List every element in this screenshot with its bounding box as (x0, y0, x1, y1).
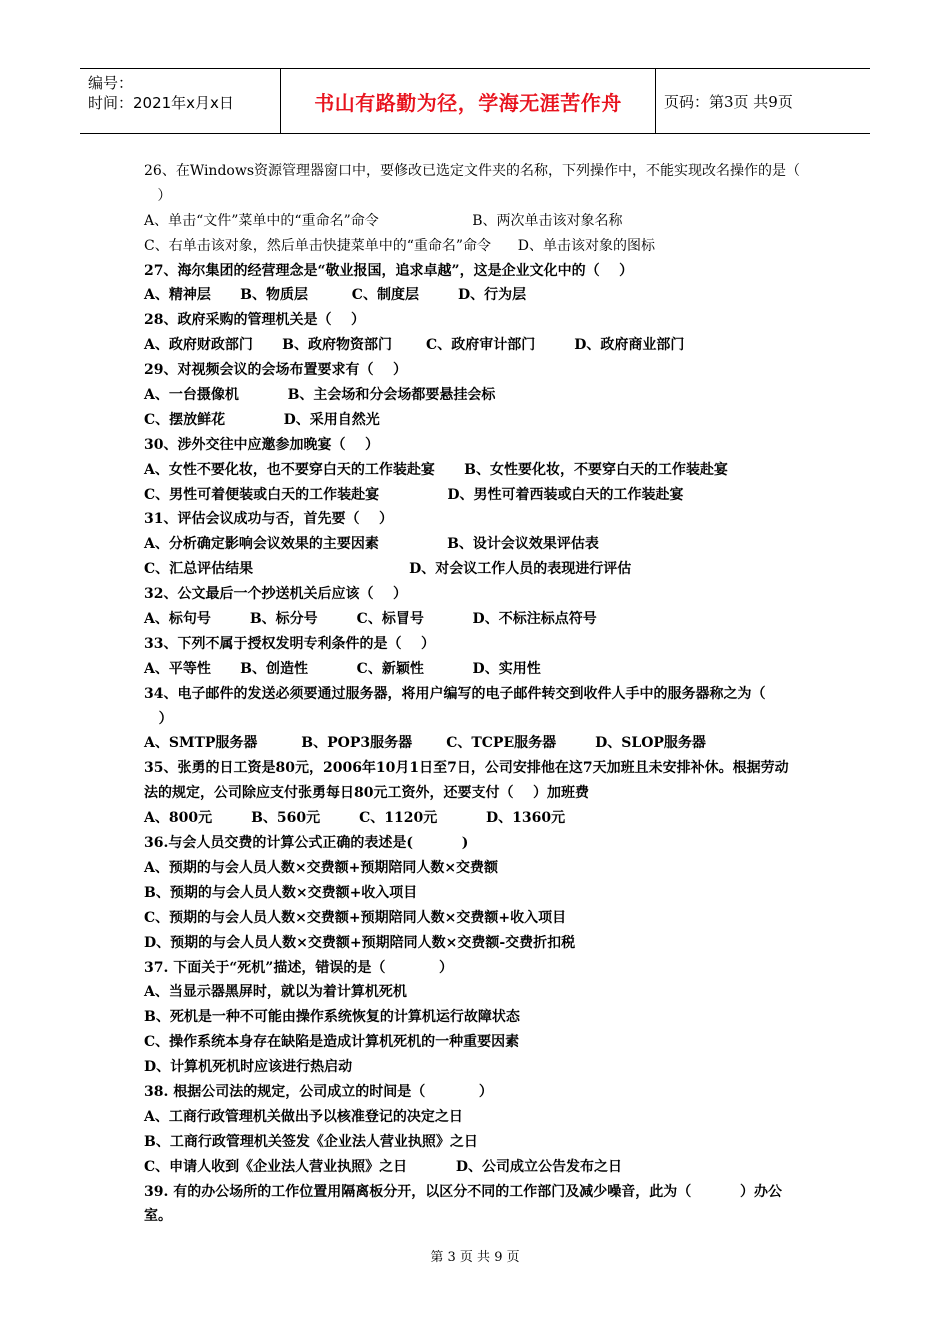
text-line: C、摆放鲜花 D、采用自然光 (144, 411, 380, 428)
text-line: A、分析确定影响会议效果的主要因素 B、设计会议效果评估表 (144, 536, 599, 553)
text-line: B、死机是一种不可能由操作系统恢复的计算机运行故障状态 (144, 1009, 520, 1026)
text-line: 29、对视频会议的会场布置要求有（ ） (144, 362, 407, 379)
text-line: C、汇总评估结果 D、对会议工作人员的表现进行评估 (144, 561, 632, 578)
text-line: 31、评估会议成功与否，首先要（ ） (144, 511, 393, 528)
text-line: A、政府财政部门 B、政府物资部门 C、政府审计部门 D、政府商业部门 (144, 337, 685, 354)
text-line: A、当显示器黑屏时，就以为着计算机死机 (144, 984, 407, 1001)
text-line: 34、电子邮件的发送必须要通过服务器，将用户编写的电子邮件转交到收件人手中的服务器称之为（ (144, 685, 766, 702)
text-line: 30、涉外交往中应邀参加晚宴（ ） (144, 436, 379, 453)
text-line: A、SMTP服务器 B、POP3服务器 C、TCPE服务器 D、SLOP服务器 (144, 735, 706, 752)
text-line: D、预期的与会人员人数×交费额+预期陪同人数×交费额-交费折扣税 (144, 934, 576, 951)
text-line: D、计算机死机时应该进行热启动 (144, 1059, 353, 1076)
header-meta (88, 73, 234, 113)
text-line: 32、公文最后一个抄送机关后应该（ ） (144, 586, 407, 603)
text-line: ） (144, 710, 173, 727)
text-line: A、800元 B、560元 C、1120元 D、1360元 (144, 810, 566, 827)
text-line: B、预期的与会人员人数×交费额+收入项目 (144, 884, 418, 901)
date-line: 时间：2021年x月x日 (88, 94, 234, 112)
text-line: 37. 下面关于“死机”描述，错误的是（ ） (144, 959, 453, 976)
text-line: C、男性可着便装或白天的工作装赴宴 D、男性可着西装或白天的工作装赴宴 (144, 486, 684, 503)
text-line: A、平等性 B、创造性 C、新颖性 D、实用性 (144, 660, 541, 677)
motto: 书山有路勤为径，学海无涯苦作舟 (314, 90, 622, 115)
number-label: 编号： (88, 74, 134, 92)
text-line: A、一台摄像机 B、主会场和分会场都要悬挂会标 (144, 387, 496, 404)
text-line: A、女性不要化妆，也不要穿白天的工作装赴宴 B、女性要化妆，不要穿白天的工作装赴宴 (144, 461, 728, 478)
text-line: A、工商行政管理机关做出予以核准登记的决定之日 (144, 1108, 463, 1125)
text-line: A、精神层 B、物质层 C、制度层 D、行为层 (144, 287, 527, 304)
page-footer: 第 3 页 共 9 页 (430, 1250, 520, 1265)
text-line: 室。 (144, 1208, 172, 1225)
text-line: 26、在Windows资源管理器窗口中，要修改已选定文件夹的名称，下列操作中，不能实现改名操作的是（ (144, 163, 801, 179)
text-line: A、单击“文件”菜单中的“重命名”命令 B、两次单击该对象名称 (144, 212, 623, 229)
header-motto-cell (280, 69, 656, 133)
text-line: 38. 根据公司法的规定，公司成立的时间是（ ） (144, 1083, 493, 1100)
question-list (144, 159, 812, 1229)
text-line: C、申请人收到《企业法人营业执照》之日 D、公司成立公告发布之日 (144, 1158, 623, 1175)
text-line: 39. 有的办公场所的工作位置用隔离板分开，以区分不同的工作部门及减少噪音，此为（ ）办公 (144, 1183, 782, 1200)
text-line: 36.与会人员交费的计算公式正确的表述是( ) (144, 835, 469, 852)
text-line: 35、张勇的日工资是80元，2006年10月1日至7日，公司安排他在这7天加班且未安排补休。根据劳动 (144, 760, 789, 777)
text-line: B、工商行政管理机关签发《企业法人营业执照》之日 (144, 1133, 478, 1150)
page-header (80, 68, 870, 134)
text-line: A、标句号 B、标分号 C、标冒号 D、不标注标点符号 (144, 611, 597, 628)
text-line: 33、下列不属于授权发明专利条件的是（ ） (144, 635, 435, 652)
header-page-info (664, 69, 793, 133)
text-line: C、右单击该对象，然后单击快捷菜单中的“重命名”命令 D、单击该对象的图标 (144, 237, 655, 254)
text-line: 27、海尔集团的经营理念是“敬业报国，追求卓越”，这是企业文化中的（ ） (144, 262, 634, 279)
text-line: 法的规定，公司除应支付张勇每日80元工资外，还要支付（ ）加班费 (144, 785, 589, 802)
text-line: C、操作系统本身存在缺陷是造成计算机死机的一种重要因素 (144, 1034, 520, 1051)
text-line: 28、政府采购的管理机关是（ ） (144, 312, 365, 329)
text-line: C、预期的与会人员人数×交费额+预期陪同人数×交费额+收入项目 (144, 909, 567, 926)
text-line: ） (144, 187, 172, 204)
text-line: A、预期的与会人员人数×交费额+预期陪同人数×交费额 (144, 859, 499, 876)
page-info: 页码：第3页 共9页 (664, 92, 793, 111)
